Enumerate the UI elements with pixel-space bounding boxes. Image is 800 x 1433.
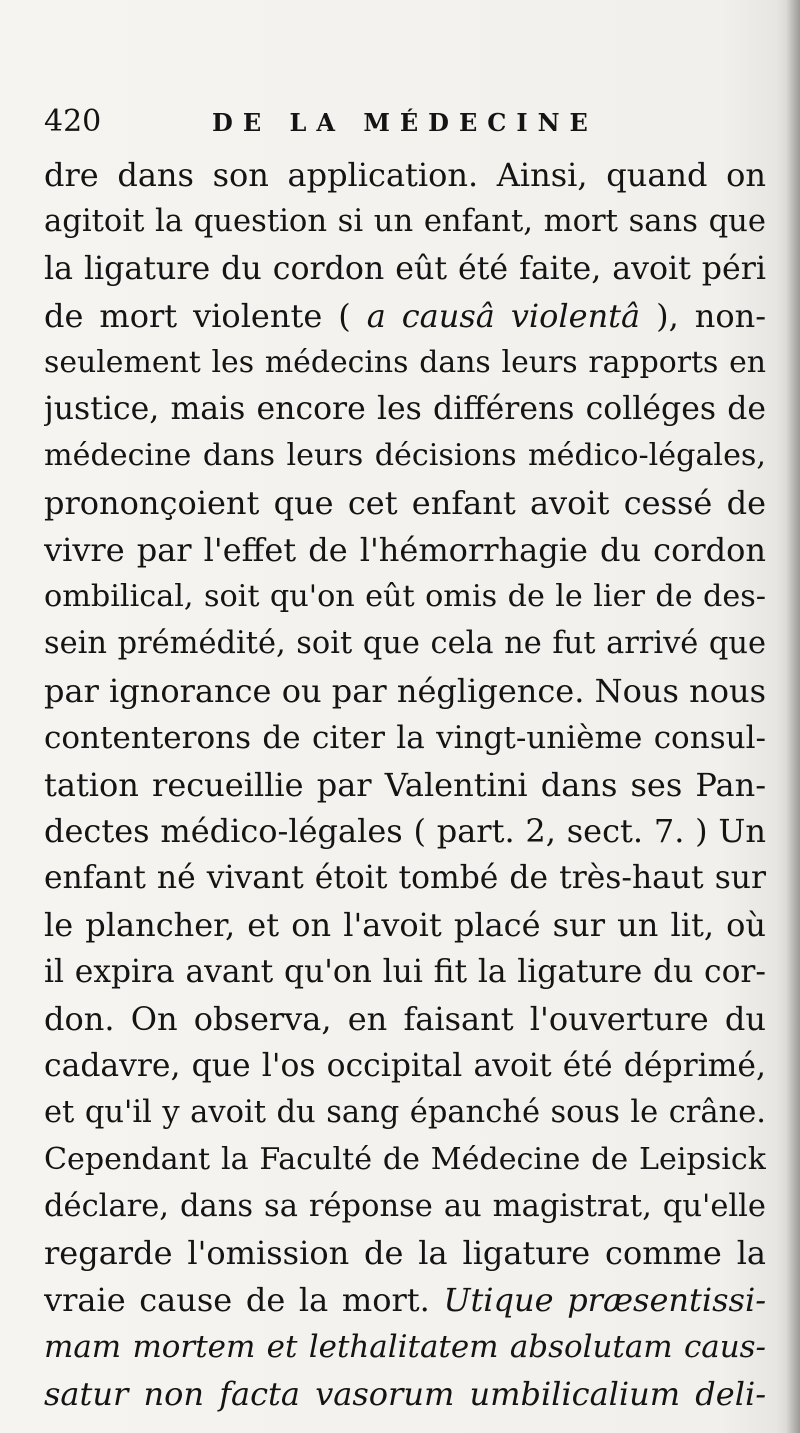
text-line-27: satur non facta vasorum umbilicalium deli-	[44, 1375, 766, 1414]
text-line-9: vivre par l'effet de l'hémorrhagie du cordon	[44, 531, 766, 570]
page-number: 420	[44, 104, 102, 139]
text-line-25	[44, 1277, 766, 1324]
text-line-8: prononçoient que cet enfant avoit cessé de	[44, 484, 766, 523]
text-line-5: seulement les médecins dans leurs rapports en	[44, 344, 766, 380]
page-header	[44, 100, 764, 148]
text-line-4-roman-end: ), non-	[640, 296, 766, 335]
text-line-21: et qu'il y avoit du sang épanché sous le crâne.	[44, 1094, 766, 1130]
text-line-7: médecine dans leurs décisions médico-légales,	[44, 438, 766, 474]
text-line-23: déclare, dans sa réponse au magistrat, qu'elle	[44, 1188, 766, 1224]
page-edge-shadow	[786, 0, 800, 1433]
text-line-26: mam mortem et lethalitatem absolutam caus-	[44, 1329, 766, 1366]
text-line-6: justice, mais encore les différens colléges de	[44, 391, 766, 428]
text-line-19: don. On observa, en faisant l'ouverture du	[44, 1000, 766, 1039]
text-line-1: dre dans son application. Ainsi, quand on	[44, 156, 766, 194]
text-line-4-italic: a causâ violentâ	[366, 296, 641, 335]
text-line-16: enfant né vivant étoit tombé de très-haut sur	[44, 860, 766, 897]
running-head: DE LA MÉDECINE	[212, 108, 598, 137]
text-line-14: tation recueillie par Valentini dans ses Pan-	[44, 765, 766, 804]
text-line-2: agitoit la question si un enfant, mort sans que	[44, 203, 766, 239]
text-line-22: Cependant la Faculté de Médecine de Leipsick	[44, 1141, 766, 1177]
text-line-11: sein prémédité, soit que cela ne fut arrivé que	[44, 625, 766, 661]
text-line-15: dectes médico-légales ( part. 2, sect. 7. ) Un	[44, 812, 766, 851]
text-line-24: regarde l'omission de la ligature comme la	[44, 1234, 766, 1273]
body-text	[44, 152, 766, 1418]
text-line-4	[44, 293, 766, 340]
text-line-17: le plancher, et on l'avoit placé sur un lit, où	[44, 906, 766, 945]
text-line-4-roman: de mort violente (	[44, 296, 367, 335]
text-line-25-roman: vraie cause de la mort.	[44, 1281, 444, 1320]
text-line-12: par ignorance ou par négligence. Nous nous	[44, 671, 766, 710]
text-line-10: ombilical, soit qu'on eût omis de le lier de des-	[44, 579, 766, 615]
text-line-20: cadavre, que l'os occipital avoit été déprimé,	[44, 1047, 766, 1084]
text-line-13: contenterons de citer la vingt-unième consul-	[44, 719, 766, 756]
text-line-3: la ligature du cordon eût été faite, avoit péri	[44, 250, 766, 287]
text-line-18: il expira avant qu'on lui fit la ligature du cor-	[44, 954, 766, 991]
text-line-25-italic: Utique præsentissi-	[443, 1281, 766, 1320]
